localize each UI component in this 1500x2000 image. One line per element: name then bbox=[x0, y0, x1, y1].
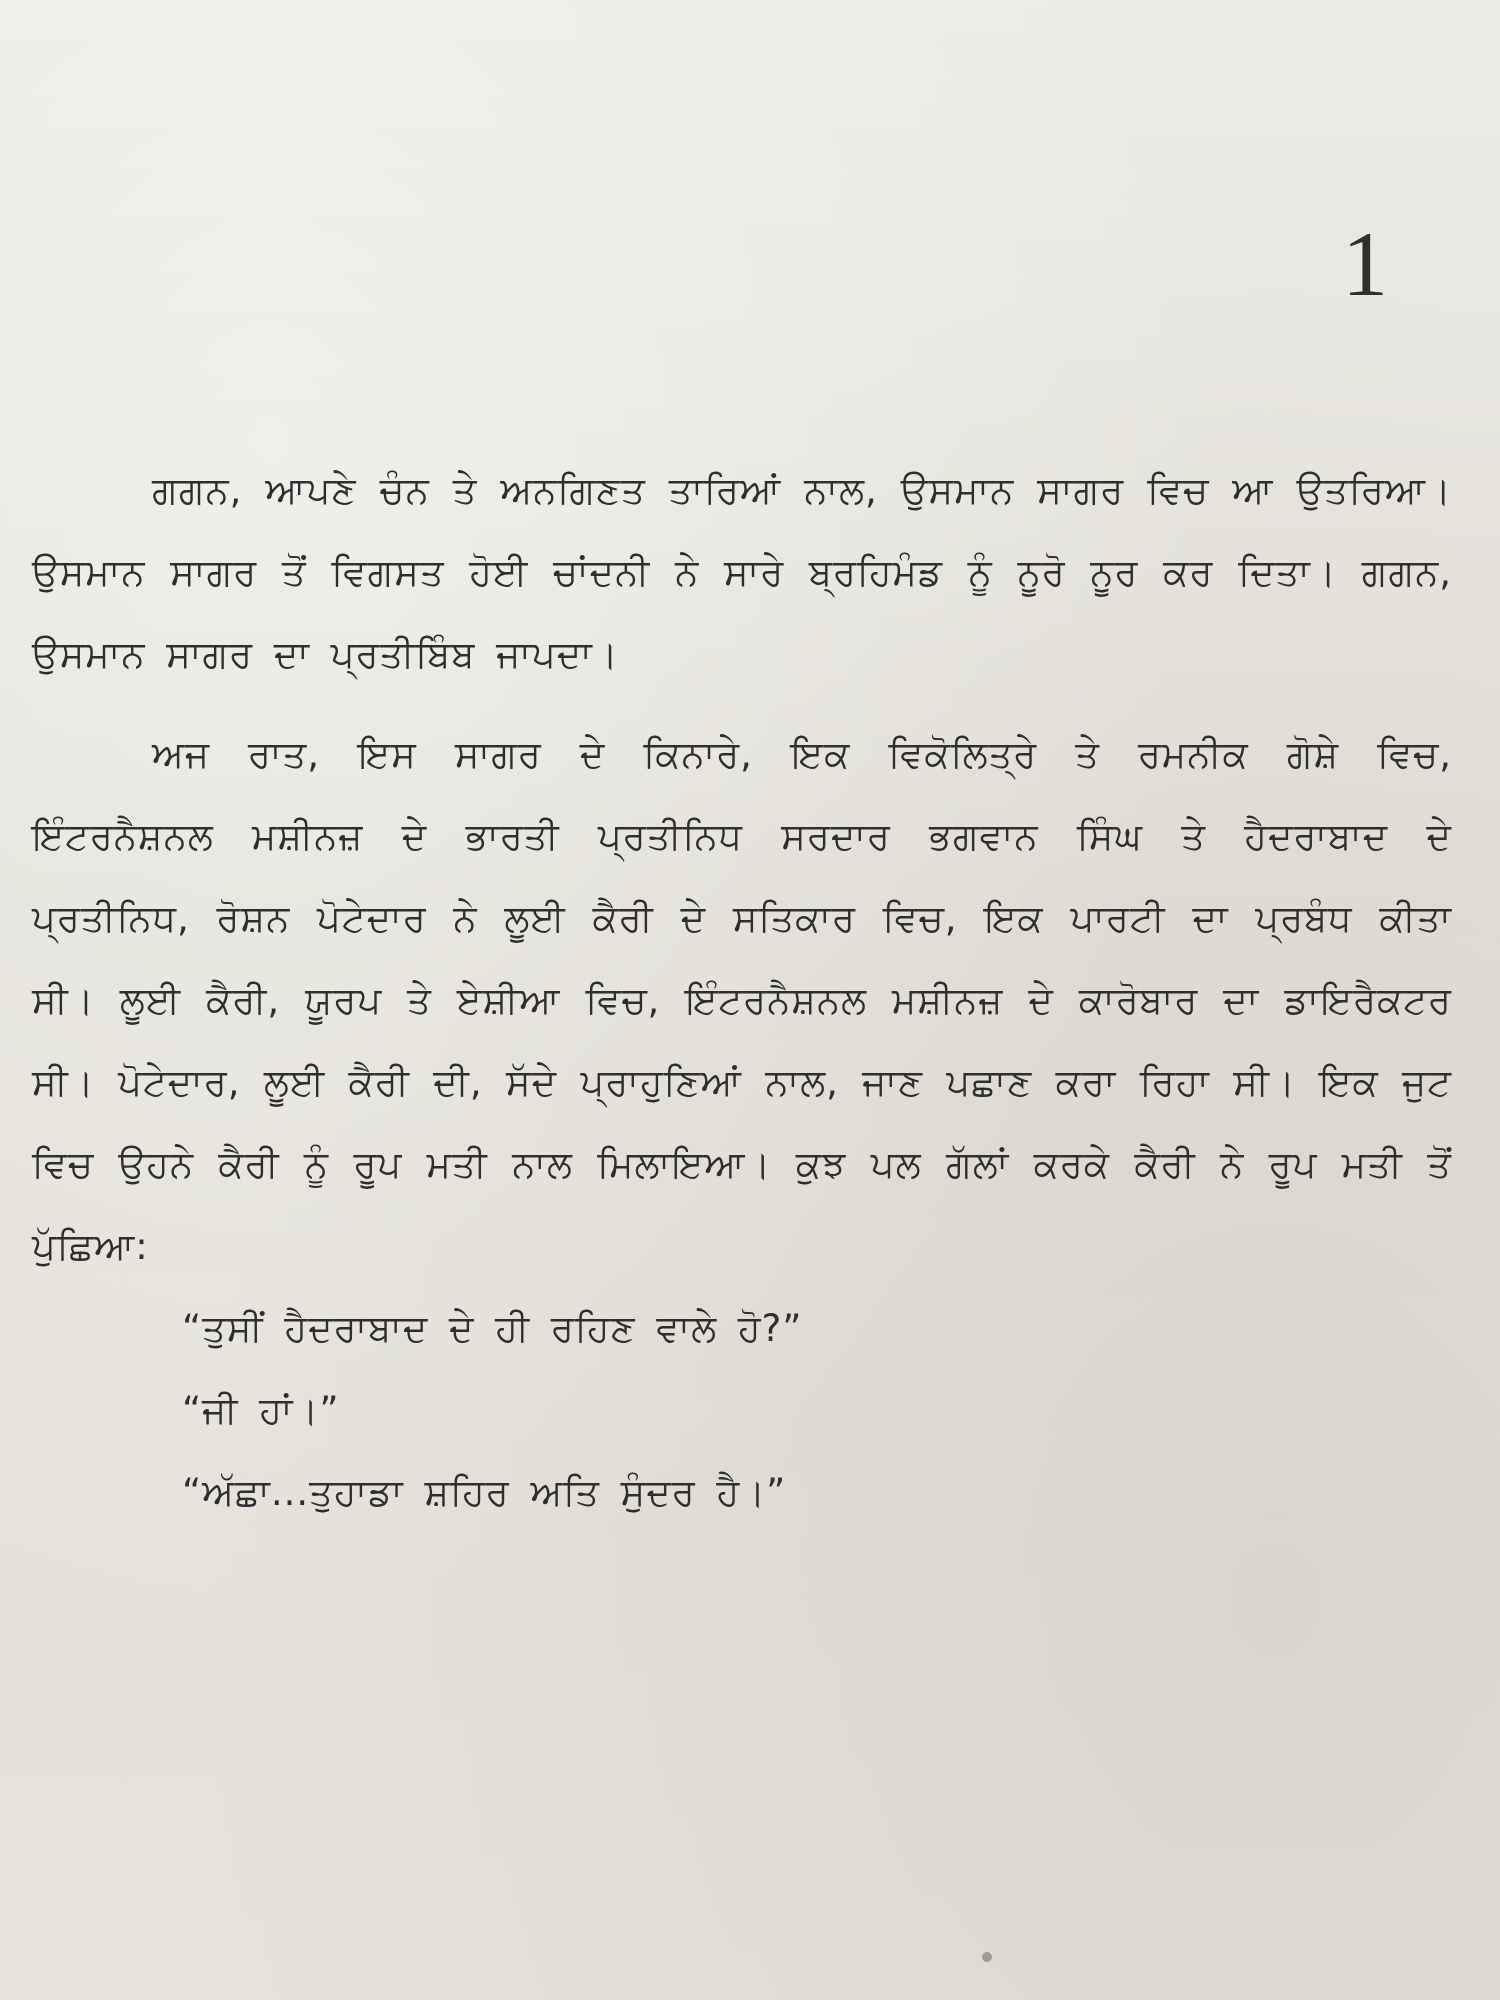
paragraph-1: ਗਗਨ, ਆਪਣੇ ਚੰਨ ਤੇ ਅਨਗਿਣਤ ਤਾਰਿਆਂ ਨਾਲ, ਉਸਮਾਨ ਸਾਗਰ ਵਿਚ ਆ ਉਤਰਿਆ। ਉਸਮਾਨ ਸਾਗਰ ਤੋਂ ਵਿਗਸਤ ਹੋਈ ਚਾਂਦਨੀ ਨੇ ਸਾਰੇ ਬ੍ਰਹਿਮੰਡ ਨੂੰ ਨੂਰੋ ਨੂਰ ਕਰ ਦਿਤਾ। ਗਗਨ, ਉਸਮਾਨ ਸਾਗਰ ਦਾ ਪ੍ਰਤੀਬਿੰਬ ਜਾਪਦਾ। bbox=[32, 469, 1452, 676]
dialogue-line-3: “ਅੱਛਾ...ਤੁਹਾਡਾ ਸ਼ਹਿਰ ਅਤਿ ਸੁੰਦਰ ਹੈ।” bbox=[182, 1471, 787, 1514]
chapter-number: 1 bbox=[1342, 213, 1388, 315]
paper-speck bbox=[982, 1952, 992, 1962]
paragraph-2: ਅਜ ਰਾਤ, ਇਸ ਸਾਗਰ ਦੇ ਕਿਨਾਰੇ, ਇਕ ਵਿਕੋਲਿਤ੍ਰੇ ਤੇ ਰਮਨੀਕ ਗੋਸ਼ੇ ਵਿਚ, ਇੰਟਰਨੈਸ਼ਨਲ ਮਸ਼ੀਨਜ਼ ਦੇ ਭਾਰਤੀ ਪ੍ਰਤੀਨਿਧ ਸਰਦਾਰ ਭਗਵਾਨ ਸਿੰਘ ਤੇ ਹੈਦਰਾਬਾਦ ਦੇ ਪ੍ਰਤੀਨਿਧ, ਰੋਸ਼ਨ ਪੋਟੇਦਾਰ ਨੇ ਲੂਈ ਕੈਰੀ ਦੇ ਸਤਿਕਾਰ ਵਿਚ, ਇਕ ਪਾਰਟੀ ਦਾ ਪ੍ਰਬੰਧ ਕੀਤਾ ਸੀ। ਲੂਈ ਕੈਰੀ, ਯੂਰਪ ਤੇ ਏਸ਼ੀਆ ਵਿਚ, ਇੰਟਰਨੈਸ਼ਨਲ ਮਸ਼ੀਨਜ਼ ਦੇ ਕਾਰੋਬਾਰ ਦਾ ਡਾਇਰੈਕਟਰ ਸੀ। ਪੋਟੇਦਾਰ, ਲੂਈ ਕੈਰੀ ਦੀ, ਸੱਦੇ ਪ੍ਰਾਹੁਣਿਆਂ ਨਾਲ, ਜਾਣ ਪਛਾਣ ਕਰਾ ਰਿਹਾ ਸੀ। ਇਕ ਜੁਟ ਵਿਚ ਉਹਨੇ ਕੈਰੀ ਨੂੰ ਰੂਪ ਮਤੀ ਨਾਲ ਮਿਲਾਇਆ। ਕੁਝ ਪਲ ਗੱਲਾਂ ਕਰਕੇ ਕੈਰੀ ਨੇ ਰੂਪ ਮਤੀ ਤੋਂ ਪੁੱਛਿਆ: bbox=[32, 733, 1452, 1268]
chapter-body bbox=[32, 450, 1452, 1534]
dialogue-line-2: “ਜੀ ਹਾਂ।” bbox=[182, 1389, 340, 1432]
dialogue-line-1: “ਤੁਸੀਂ ਹੈਦਰਾਬਾਦ ਦੇ ਹੀ ਰਹਿਣ ਵਾਲੇ ਹੋ?” bbox=[182, 1307, 803, 1350]
